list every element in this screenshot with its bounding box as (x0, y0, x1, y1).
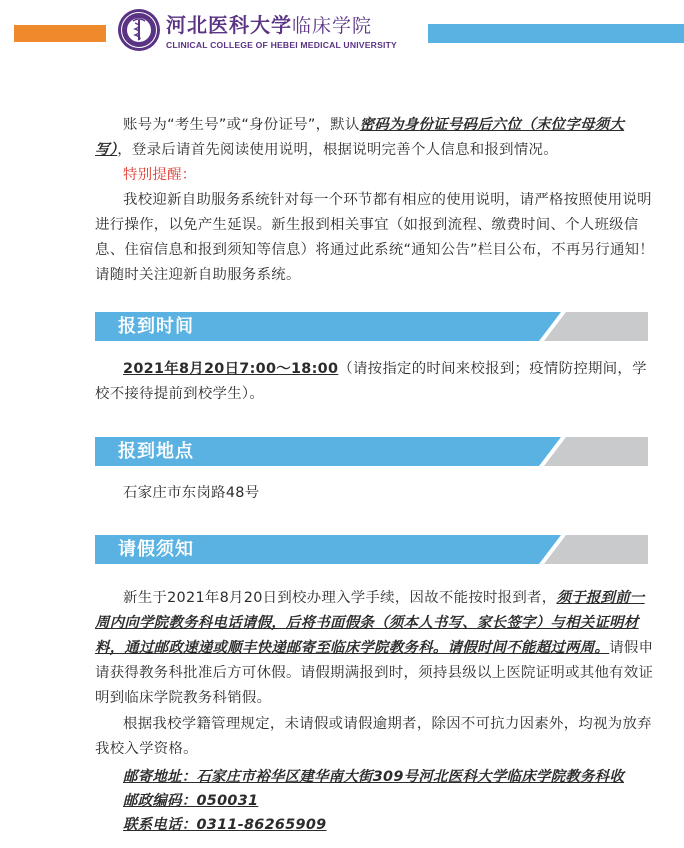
password-rule: 密码为身份证号码后六位（末位字母须大写） (95, 117, 625, 158)
leave-paragraph (95, 586, 655, 711)
header-blue-bar (428, 24, 684, 43)
time-paragraph (95, 357, 655, 407)
enrollment-rule-paragraph: 根据我校学籍管理规定，未请假或请假逾期者，除因不可抗力因素外，均视为放弃我校入学资格。 (95, 716, 652, 757)
page-header (0, 0, 684, 64)
reminder-paragraph: 我校迎新自助服务系统针对每一个环节都有相应的使用说明，请严格按照使用说明进行操作，以免产生延误。新生报到相关事宜（如报到流程、缴费时间、个人班级信息、住宿信息和报到须知等信息）将通过此系统“通知公告”栏目公布，不再另行通知！请随时关注迎新自助服务系统。 (95, 192, 655, 283)
intro-text-cont: ，登录后请首先阅读使用说明，根据说明完善个人信息和报到情况。 (117, 142, 558, 158)
school-name (166, 9, 372, 38)
postcode: 邮政编码：050031 (123, 793, 259, 809)
school-name-cn: 河北医科大学 (166, 13, 292, 37)
school-sub-name: 临床学院 (292, 15, 373, 37)
school-name-en: CLINICAL COLLEGE OF HEBEI MEDICAL UNIVERSITY (166, 40, 397, 50)
section-banner-leave (95, 535, 648, 564)
intro-account-paragraph (95, 113, 655, 163)
section-title-leave: 请假须知 (118, 539, 194, 560)
leave-text-cont: 请假申请获得教务科批准后方可休假。请假期满报到时，须持县级以上医院证明或其他有效证明到临床学院教务科销假。 (95, 640, 654, 706)
report-date: 2021年8月20日7:00～18:00 (123, 361, 339, 377)
school-seal-logo (117, 8, 161, 52)
section-title-time: 报到时间 (118, 316, 194, 337)
mail-address: 邮寄地址：石家庄市裕华区建华南大街309号河北医科大学临床学院教务科收 (123, 769, 625, 785)
contact-phone: 联系电话：0311-86265909 (123, 817, 327, 833)
report-address: 石家庄市东岗路48号 (123, 485, 260, 501)
report-time-note: （请按指定的时间来校报到；疫情防控期间，学校不接待提前到校学生）。 (95, 361, 647, 402)
special-reminder-label: 特别提醒： (123, 167, 197, 183)
header-orange-bar (14, 25, 106, 42)
section-banner-time (95, 312, 648, 341)
section-title-place: 报到地点 (118, 441, 194, 462)
intro-text: 账号为“考生号”或“身份证号”，默认 (123, 117, 360, 133)
leave-requirement: 须于报到前一周内向学院教务科电话请假，后将书面假条（须本人书写、家长签字）与相关证明材料，通过邮政速递或顺丰快递邮寄至临床学院教务科。请假时间不能超过两周。 (95, 590, 645, 656)
leave-text: 新生于2021年8月20日到校办理入学手续，因故不能按时报到者， (123, 590, 557, 606)
section-banner-place (95, 437, 648, 466)
